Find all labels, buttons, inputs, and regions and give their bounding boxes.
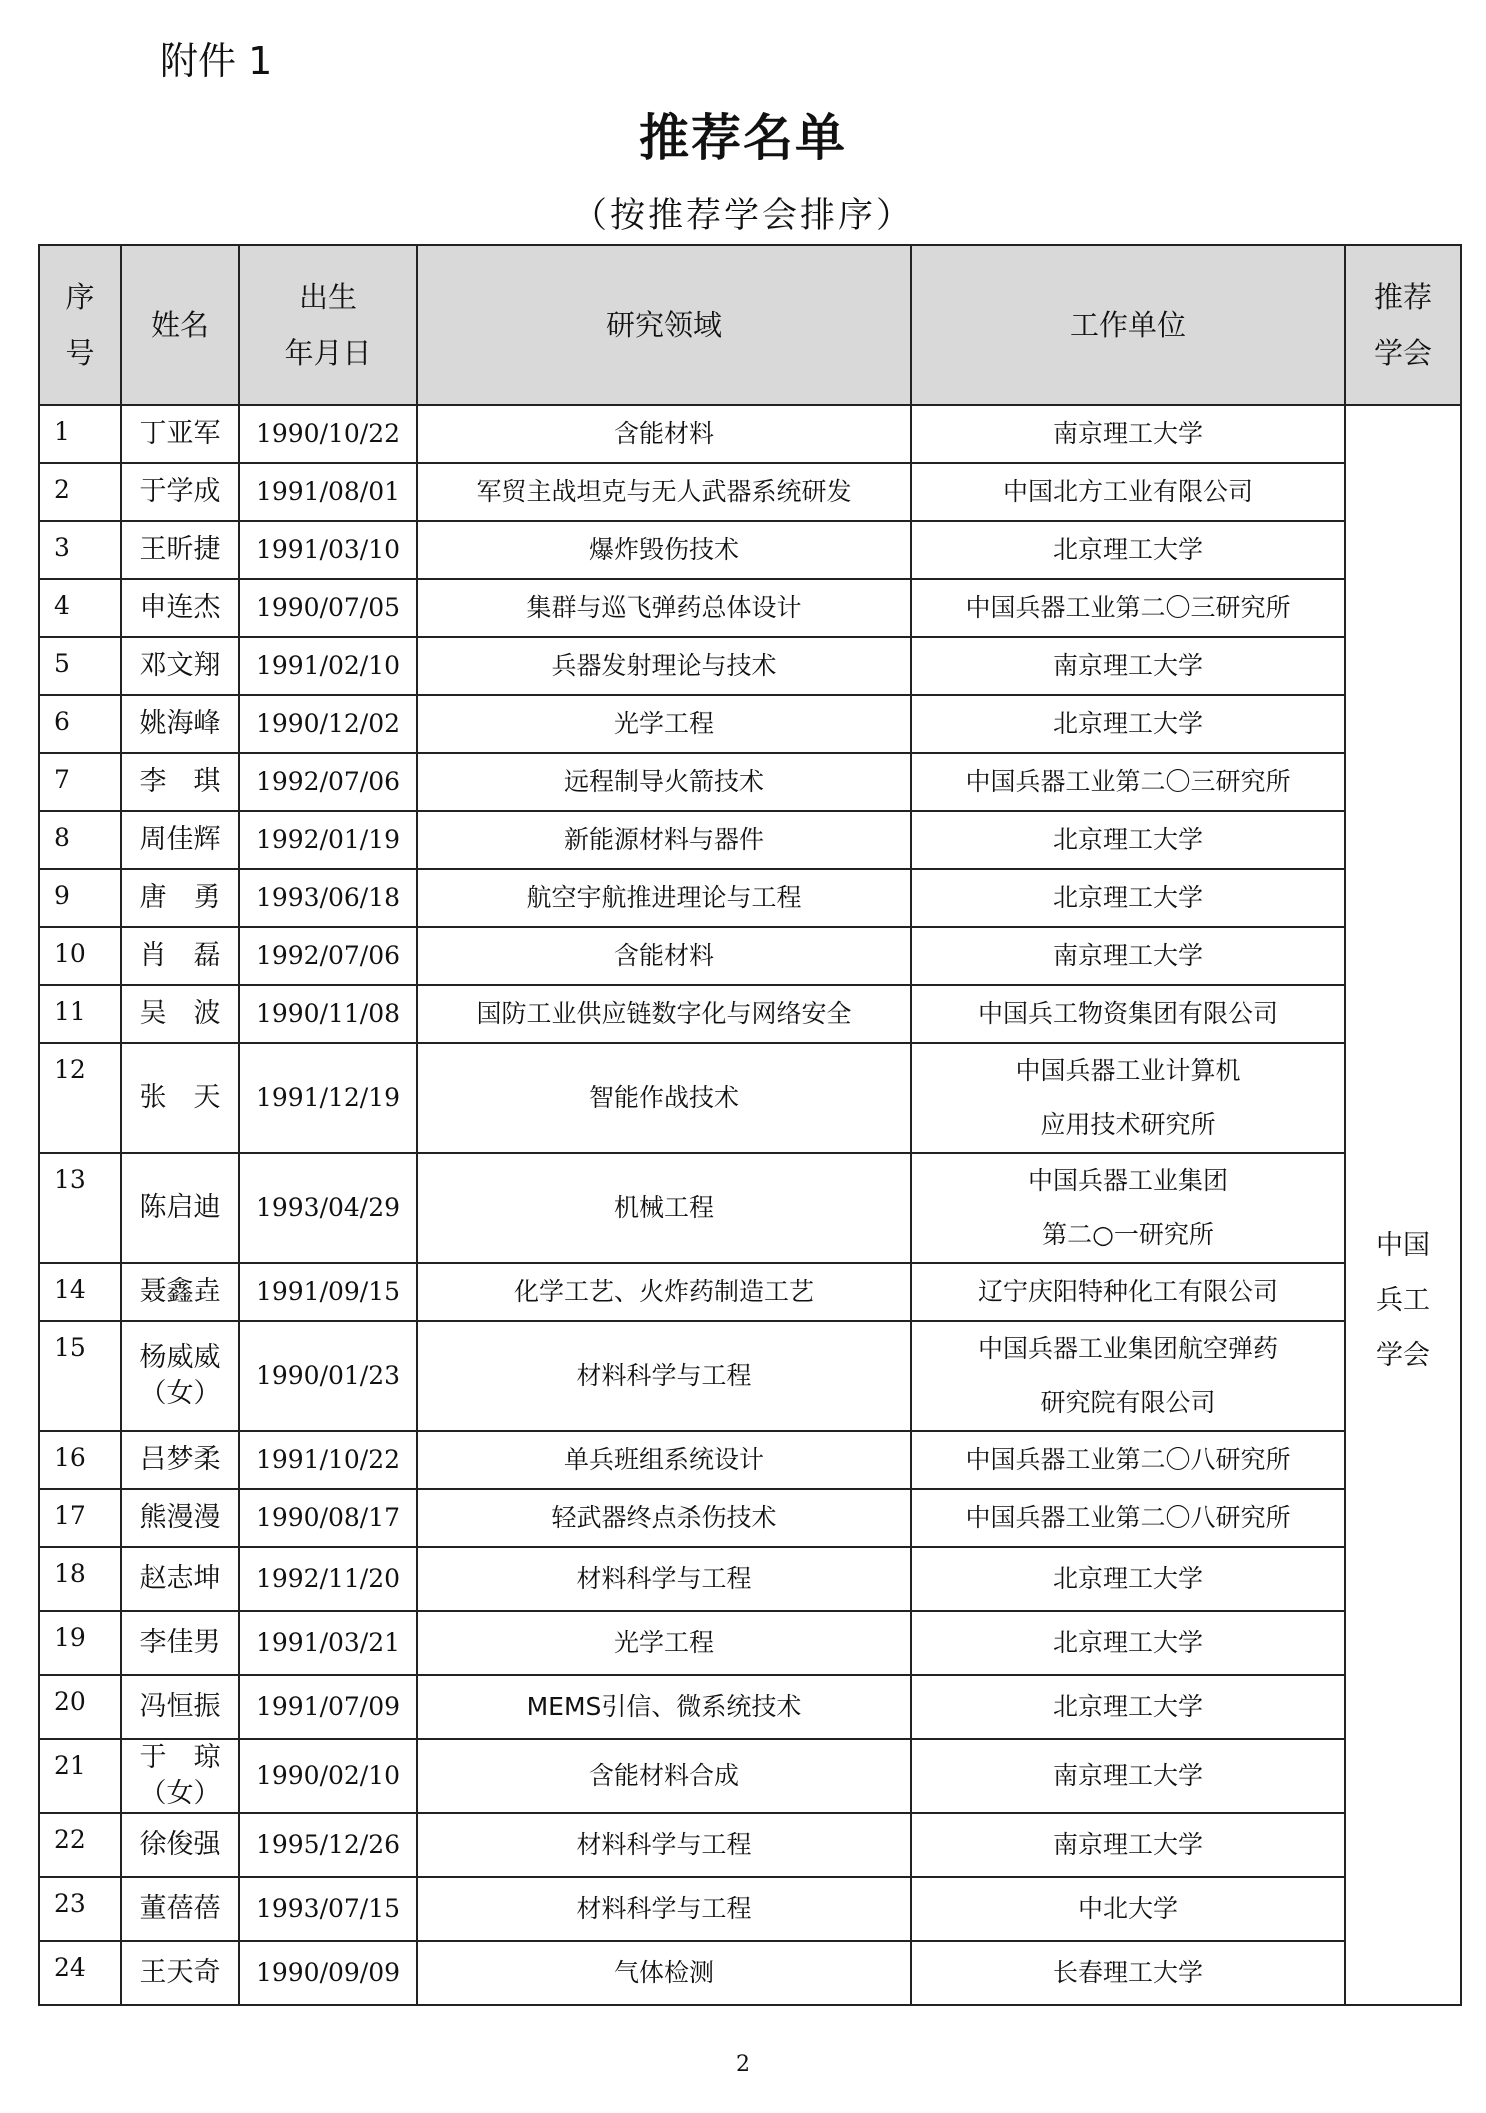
row-work-unit: 北京理工大学 <box>911 1675 1345 1739</box>
row-research-field: 化学工艺、火炸药制造工艺 <box>417 1263 911 1321</box>
row-birth-date: 1990/08/17 <box>239 1489 417 1547</box>
table-row <box>39 579 1461 637</box>
row-name: 王天奇 <box>121 1941 239 2005</box>
row-research-field: 材料科学与工程 <box>417 1547 911 1611</box>
row-name: 赵志坤 <box>121 1547 239 1611</box>
row-birth-date: 1993/06/18 <box>239 869 417 927</box>
table-row <box>39 1611 1461 1675</box>
row-work-unit: 南京理工大学 <box>911 927 1345 985</box>
row-work-unit: 北京理工大学 <box>911 521 1345 579</box>
page-number: 2 <box>736 2052 750 2077</box>
table-row <box>39 927 1461 985</box>
row-birth-date: 1990/02/10 <box>239 1739 417 1813</box>
row-birth-date: 1990/12/02 <box>239 695 417 753</box>
row-seq: 6 <box>39 695 121 753</box>
row-research-field: 材料科学与工程 <box>417 1877 911 1941</box>
row-name: 李 琪 <box>121 753 239 811</box>
row-birth-date: 1991/10/22 <box>239 1431 417 1489</box>
row-name: 聂鑫垚 <box>121 1263 239 1321</box>
row-research-field: 国防工业供应链数字化与网络安全 <box>417 985 911 1043</box>
row-name: 吴 波 <box>121 985 239 1043</box>
row-research-field: 智能作战技术 <box>417 1043 911 1153</box>
row-research-field: 轻武器终点杀伤技术 <box>417 1489 911 1547</box>
row-research-field: 含能材料 <box>417 405 911 463</box>
table-row <box>39 1321 1461 1431</box>
row-work-unit: 长春理工大学 <box>911 1941 1345 2005</box>
table-row <box>39 1043 1461 1153</box>
row-birth-date: 1990/11/08 <box>239 985 417 1043</box>
row-research-field: MEMS引信、微系统技术 <box>417 1675 911 1739</box>
header-society: 推荐 学会 <box>1345 245 1461 405</box>
table-row <box>39 1431 1461 1489</box>
row-research-field: 含能材料合成 <box>417 1739 911 1813</box>
row-seq: 8 <box>39 811 121 869</box>
row-name: 肖 磊 <box>121 927 239 985</box>
row-work-unit: 中国兵器工业集团 第二○一研究所 <box>911 1153 1345 1263</box>
row-research-field: 材料科学与工程 <box>417 1321 911 1431</box>
row-name: 申连杰 <box>121 579 239 637</box>
row-seq: 10 <box>39 927 121 985</box>
row-work-unit: 南京理工大学 <box>911 405 1345 463</box>
row-name: 冯恒振 <box>121 1675 239 1739</box>
row-birth-date: 1991/07/09 <box>239 1675 417 1739</box>
row-seq: 9 <box>39 869 121 927</box>
row-birth-date: 1990/01/23 <box>239 1321 417 1431</box>
row-seq: 4 <box>39 579 121 637</box>
row-seq: 12 <box>39 1043 121 1153</box>
table-body <box>39 405 1461 2005</box>
table-row <box>39 985 1461 1043</box>
row-work-unit: 中国兵器工业第二〇八研究所 <box>911 1431 1345 1489</box>
table-row <box>39 521 1461 579</box>
row-seq: 5 <box>39 637 121 695</box>
header-field: 研究领域 <box>417 245 911 405</box>
row-work-unit: 中国兵工物资集团有限公司 <box>911 985 1345 1043</box>
table-row <box>39 1675 1461 1739</box>
row-work-unit: 中国兵器工业集团航空弹药 研究院有限公司 <box>911 1321 1345 1431</box>
table-header-row <box>39 245 1461 405</box>
header-name: 姓名 <box>121 245 239 405</box>
row-work-unit: 南京理工大学 <box>911 637 1345 695</box>
row-research-field: 远程制导火箭技术 <box>417 753 911 811</box>
row-name: 于 琼 （女） <box>121 1739 239 1813</box>
row-research-field: 光学工程 <box>417 1611 911 1675</box>
row-name: 徐俊强 <box>121 1813 239 1877</box>
row-birth-date: 1992/07/06 <box>239 927 417 985</box>
row-birth-date: 1991/03/10 <box>239 521 417 579</box>
row-birth-date: 1990/07/05 <box>239 579 417 637</box>
row-work-unit: 中国兵器工业第二〇三研究所 <box>911 753 1345 811</box>
row-seq: 17 <box>39 1489 121 1547</box>
row-birth-date: 1991/09/15 <box>239 1263 417 1321</box>
table-row <box>39 405 1461 463</box>
row-birth-date: 1992/11/20 <box>239 1547 417 1611</box>
row-seq: 1 <box>39 405 121 463</box>
row-work-unit: 中国北方工业有限公司 <box>911 463 1345 521</box>
row-birth-date: 1993/04/29 <box>239 1153 417 1263</box>
row-name: 周佳辉 <box>121 811 239 869</box>
row-work-unit: 北京理工大学 <box>911 869 1345 927</box>
table-row <box>39 869 1461 927</box>
row-seq: 2 <box>39 463 121 521</box>
row-work-unit: 辽宁庆阳特种化工有限公司 <box>911 1263 1345 1321</box>
row-research-field: 爆炸毁伤技术 <box>417 521 911 579</box>
table-row <box>39 637 1461 695</box>
row-birth-date: 1990/09/09 <box>239 1941 417 2005</box>
row-research-field: 材料科学与工程 <box>417 1813 911 1877</box>
row-seq: 13 <box>39 1153 121 1263</box>
row-name: 杨威威 （女） <box>121 1321 239 1431</box>
row-work-unit: 中北大学 <box>911 1877 1345 1941</box>
table-row <box>39 811 1461 869</box>
row-research-field: 光学工程 <box>417 695 911 753</box>
row-name: 陈启迪 <box>121 1153 239 1263</box>
row-seq: 24 <box>39 1941 121 2005</box>
row-name: 丁亚军 <box>121 405 239 463</box>
row-research-field: 兵器发射理论与技术 <box>417 637 911 695</box>
table-row <box>39 1813 1461 1877</box>
row-research-field: 集群与巡飞弹药总体设计 <box>417 579 911 637</box>
table-row <box>39 1153 1461 1263</box>
row-seq: 15 <box>39 1321 121 1431</box>
recommendation-table <box>38 244 1462 2006</box>
table-row <box>39 1739 1461 1813</box>
row-work-unit: 北京理工大学 <box>911 695 1345 753</box>
row-name: 张 天 <box>121 1043 239 1153</box>
row-seq: 11 <box>39 985 121 1043</box>
row-name: 董蓓蓓 <box>121 1877 239 1941</box>
table-row <box>39 1941 1461 2005</box>
table-row <box>39 695 1461 753</box>
row-work-unit: 中国兵器工业计算机 应用技术研究所 <box>911 1043 1345 1153</box>
document-subtitle: （按推荐学会排序） <box>571 196 914 236</box>
recommending-society: 中国 兵工 学会 <box>1345 405 1461 2005</box>
attachment-label: 附件 1 <box>160 39 273 83</box>
row-seq: 19 <box>39 1611 121 1675</box>
table-row <box>39 1547 1461 1611</box>
row-birth-date: 1991/12/19 <box>239 1043 417 1153</box>
table-row <box>39 1263 1461 1321</box>
row-seq: 20 <box>39 1675 121 1739</box>
row-seq: 7 <box>39 753 121 811</box>
row-seq: 16 <box>39 1431 121 1489</box>
row-birth-date: 1992/07/06 <box>239 753 417 811</box>
row-seq: 3 <box>39 521 121 579</box>
header-seq: 序 号 <box>39 245 121 405</box>
row-work-unit: 北京理工大学 <box>911 1611 1345 1675</box>
row-birth-date: 1991/08/01 <box>239 463 417 521</box>
row-work-unit: 北京理工大学 <box>911 1547 1345 1611</box>
row-name: 姚海峰 <box>121 695 239 753</box>
row-work-unit: 中国兵器工业第二〇八研究所 <box>911 1489 1345 1547</box>
row-seq: 23 <box>39 1877 121 1941</box>
row-research-field: 气体检测 <box>417 1941 911 2005</box>
row-research-field: 单兵班组系统设计 <box>417 1431 911 1489</box>
row-work-unit: 南京理工大学 <box>911 1739 1345 1813</box>
row-seq: 14 <box>39 1263 121 1321</box>
row-birth-date: 1991/02/10 <box>239 637 417 695</box>
header-birth: 出生 年月日 <box>239 245 417 405</box>
row-name: 邓文翔 <box>121 637 239 695</box>
row-name: 李佳男 <box>121 1611 239 1675</box>
row-seq: 21 <box>39 1739 121 1813</box>
row-birth-date: 1990/10/22 <box>239 405 417 463</box>
row-name: 于学成 <box>121 463 239 521</box>
row-seq: 18 <box>39 1547 121 1611</box>
table-row <box>39 753 1461 811</box>
row-research-field: 含能材料 <box>417 927 911 985</box>
table-row <box>39 1489 1461 1547</box>
document-title: 推荐名单 <box>639 109 847 167</box>
row-birth-date: 1993/07/15 <box>239 1877 417 1941</box>
row-research-field: 新能源材料与器件 <box>417 811 911 869</box>
row-work-unit: 南京理工大学 <box>911 1813 1345 1877</box>
row-work-unit: 中国兵器工业第二〇三研究所 <box>911 579 1345 637</box>
row-research-field: 航空宇航推进理论与工程 <box>417 869 911 927</box>
row-name: 唐 勇 <box>121 869 239 927</box>
table-row <box>39 1877 1461 1941</box>
row-name: 熊漫漫 <box>121 1489 239 1547</box>
row-research-field: 军贸主战坦克与无人武器系统研发 <box>417 463 911 521</box>
row-birth-date: 1995/12/26 <box>239 1813 417 1877</box>
row-name: 王昕捷 <box>121 521 239 579</box>
row-name: 吕梦柔 <box>121 1431 239 1489</box>
row-seq: 22 <box>39 1813 121 1877</box>
row-birth-date: 1992/01/19 <box>239 811 417 869</box>
table-row <box>39 463 1461 521</box>
row-work-unit: 北京理工大学 <box>911 811 1345 869</box>
header-unit: 工作单位 <box>911 245 1345 405</box>
row-research-field: 机械工程 <box>417 1153 911 1263</box>
row-birth-date: 1991/03/21 <box>239 1611 417 1675</box>
